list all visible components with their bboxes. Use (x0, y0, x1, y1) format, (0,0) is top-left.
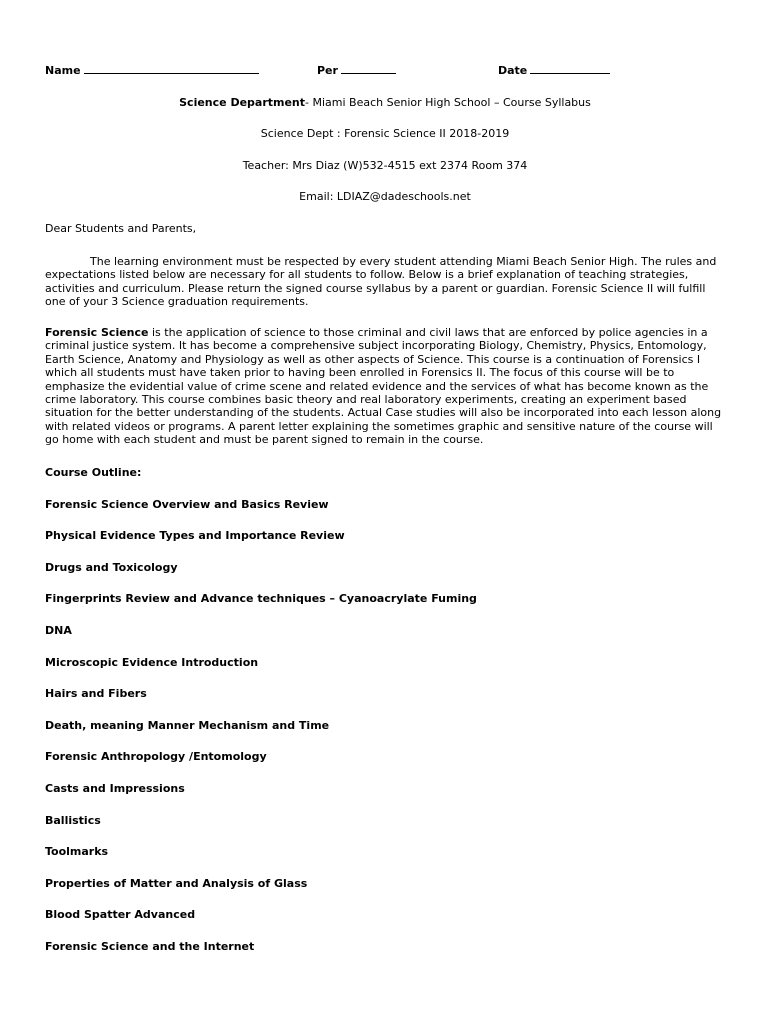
outline-item: Microscopic Evidence Introduction (45, 656, 259, 669)
date-blank (530, 64, 610, 74)
greeting: Dear Students and Parents, (45, 222, 197, 235)
outline-item: Fingerprints Review and Advance techniques – Cyanoacrylate Fuming (45, 592, 477, 605)
period-label: Per (317, 64, 338, 77)
forensic-science-paragraph (45, 326, 725, 447)
intro-paragraph: The learning environment must be respected by every student attending Miami Beach Senior High. The rules and expectations listed below are necessary for all students to follow. Below is a brief explanation of teaching strategies, activities and curriculum. Please return the signed course syllabus by a parent or guardian. Forensic Science II will fulfill one of your 3 Science graduation requirements. (45, 255, 717, 309)
outline-item: Hairs and Fibers (45, 687, 147, 700)
department-title (0, 96, 770, 109)
teacher-email: Email: LDIAZ@dadeschools.net (299, 190, 471, 203)
department-name: Science Department (179, 96, 306, 109)
course-outline-heading: Course Outline: (45, 466, 142, 479)
outline-item: Toolmarks (45, 845, 109, 858)
outline-item: DNA (45, 624, 72, 637)
period-blank (341, 64, 396, 74)
forensic-science-description: is the application of science to those criminal and civil laws that are enforced by police agencies in a criminal justice system. It has become a comprehensive subject incorporating Biology, Chemistry, Physics, Entomology, Earth Science, Anatomy and Physiology as well as other aspects of Science. This course is a continuation of Forensics I which all students must have taken prior to having been enrolled in Forensics II. The focus of this course will be to emphasize the evidential value of crime scene and related evidence and the services of what has become known as the crime laboratory. This course combines basic theory and real laboratory experiments, creating an experiment based situation for the better understanding of the students. Actual Case studies will also be incorporated into each lesson along with related videos or programs. A parent letter explaining the sometimes graphic and sensitive nature of the course will go home with each student and must be parent signed to remain in the course. (45, 326, 722, 447)
date-field (498, 64, 610, 77)
outline-item: Casts and Impressions (45, 782, 185, 795)
name-blank (84, 64, 259, 74)
student-info-line (45, 64, 725, 80)
date-label: Date (498, 64, 528, 77)
teacher-info: Teacher: Mrs Diaz (W)532-4515 ext 2374 Room 374 (242, 159, 528, 172)
outline-item: Properties of Matter and Analysis of Glass (45, 877, 308, 890)
outline-item: Forensic Science and the Internet (45, 940, 255, 953)
name-field (45, 64, 259, 77)
outline-item: Ballistics (45, 814, 101, 827)
outline-item: Drugs and Toxicology (45, 561, 178, 574)
forensic-science-term: Forensic Science (45, 326, 149, 339)
course-title: Science Dept : Forensic Science II 2018-2019 (260, 127, 510, 140)
department-subtitle: - Miami Beach Senior High School – Course Syllabus (305, 96, 591, 109)
outline-item: Blood Spatter Advanced (45, 908, 196, 921)
name-label: Name (45, 64, 81, 77)
outline-item: Forensic Anthropology /Entomology (45, 750, 267, 763)
outline-item: Death, meaning Manner Mechanism and Time (45, 719, 330, 732)
period-field (317, 64, 396, 77)
outline-item: Physical Evidence Types and Importance Review (45, 529, 345, 542)
outline-item: Forensic Science Overview and Basics Review (45, 498, 329, 511)
